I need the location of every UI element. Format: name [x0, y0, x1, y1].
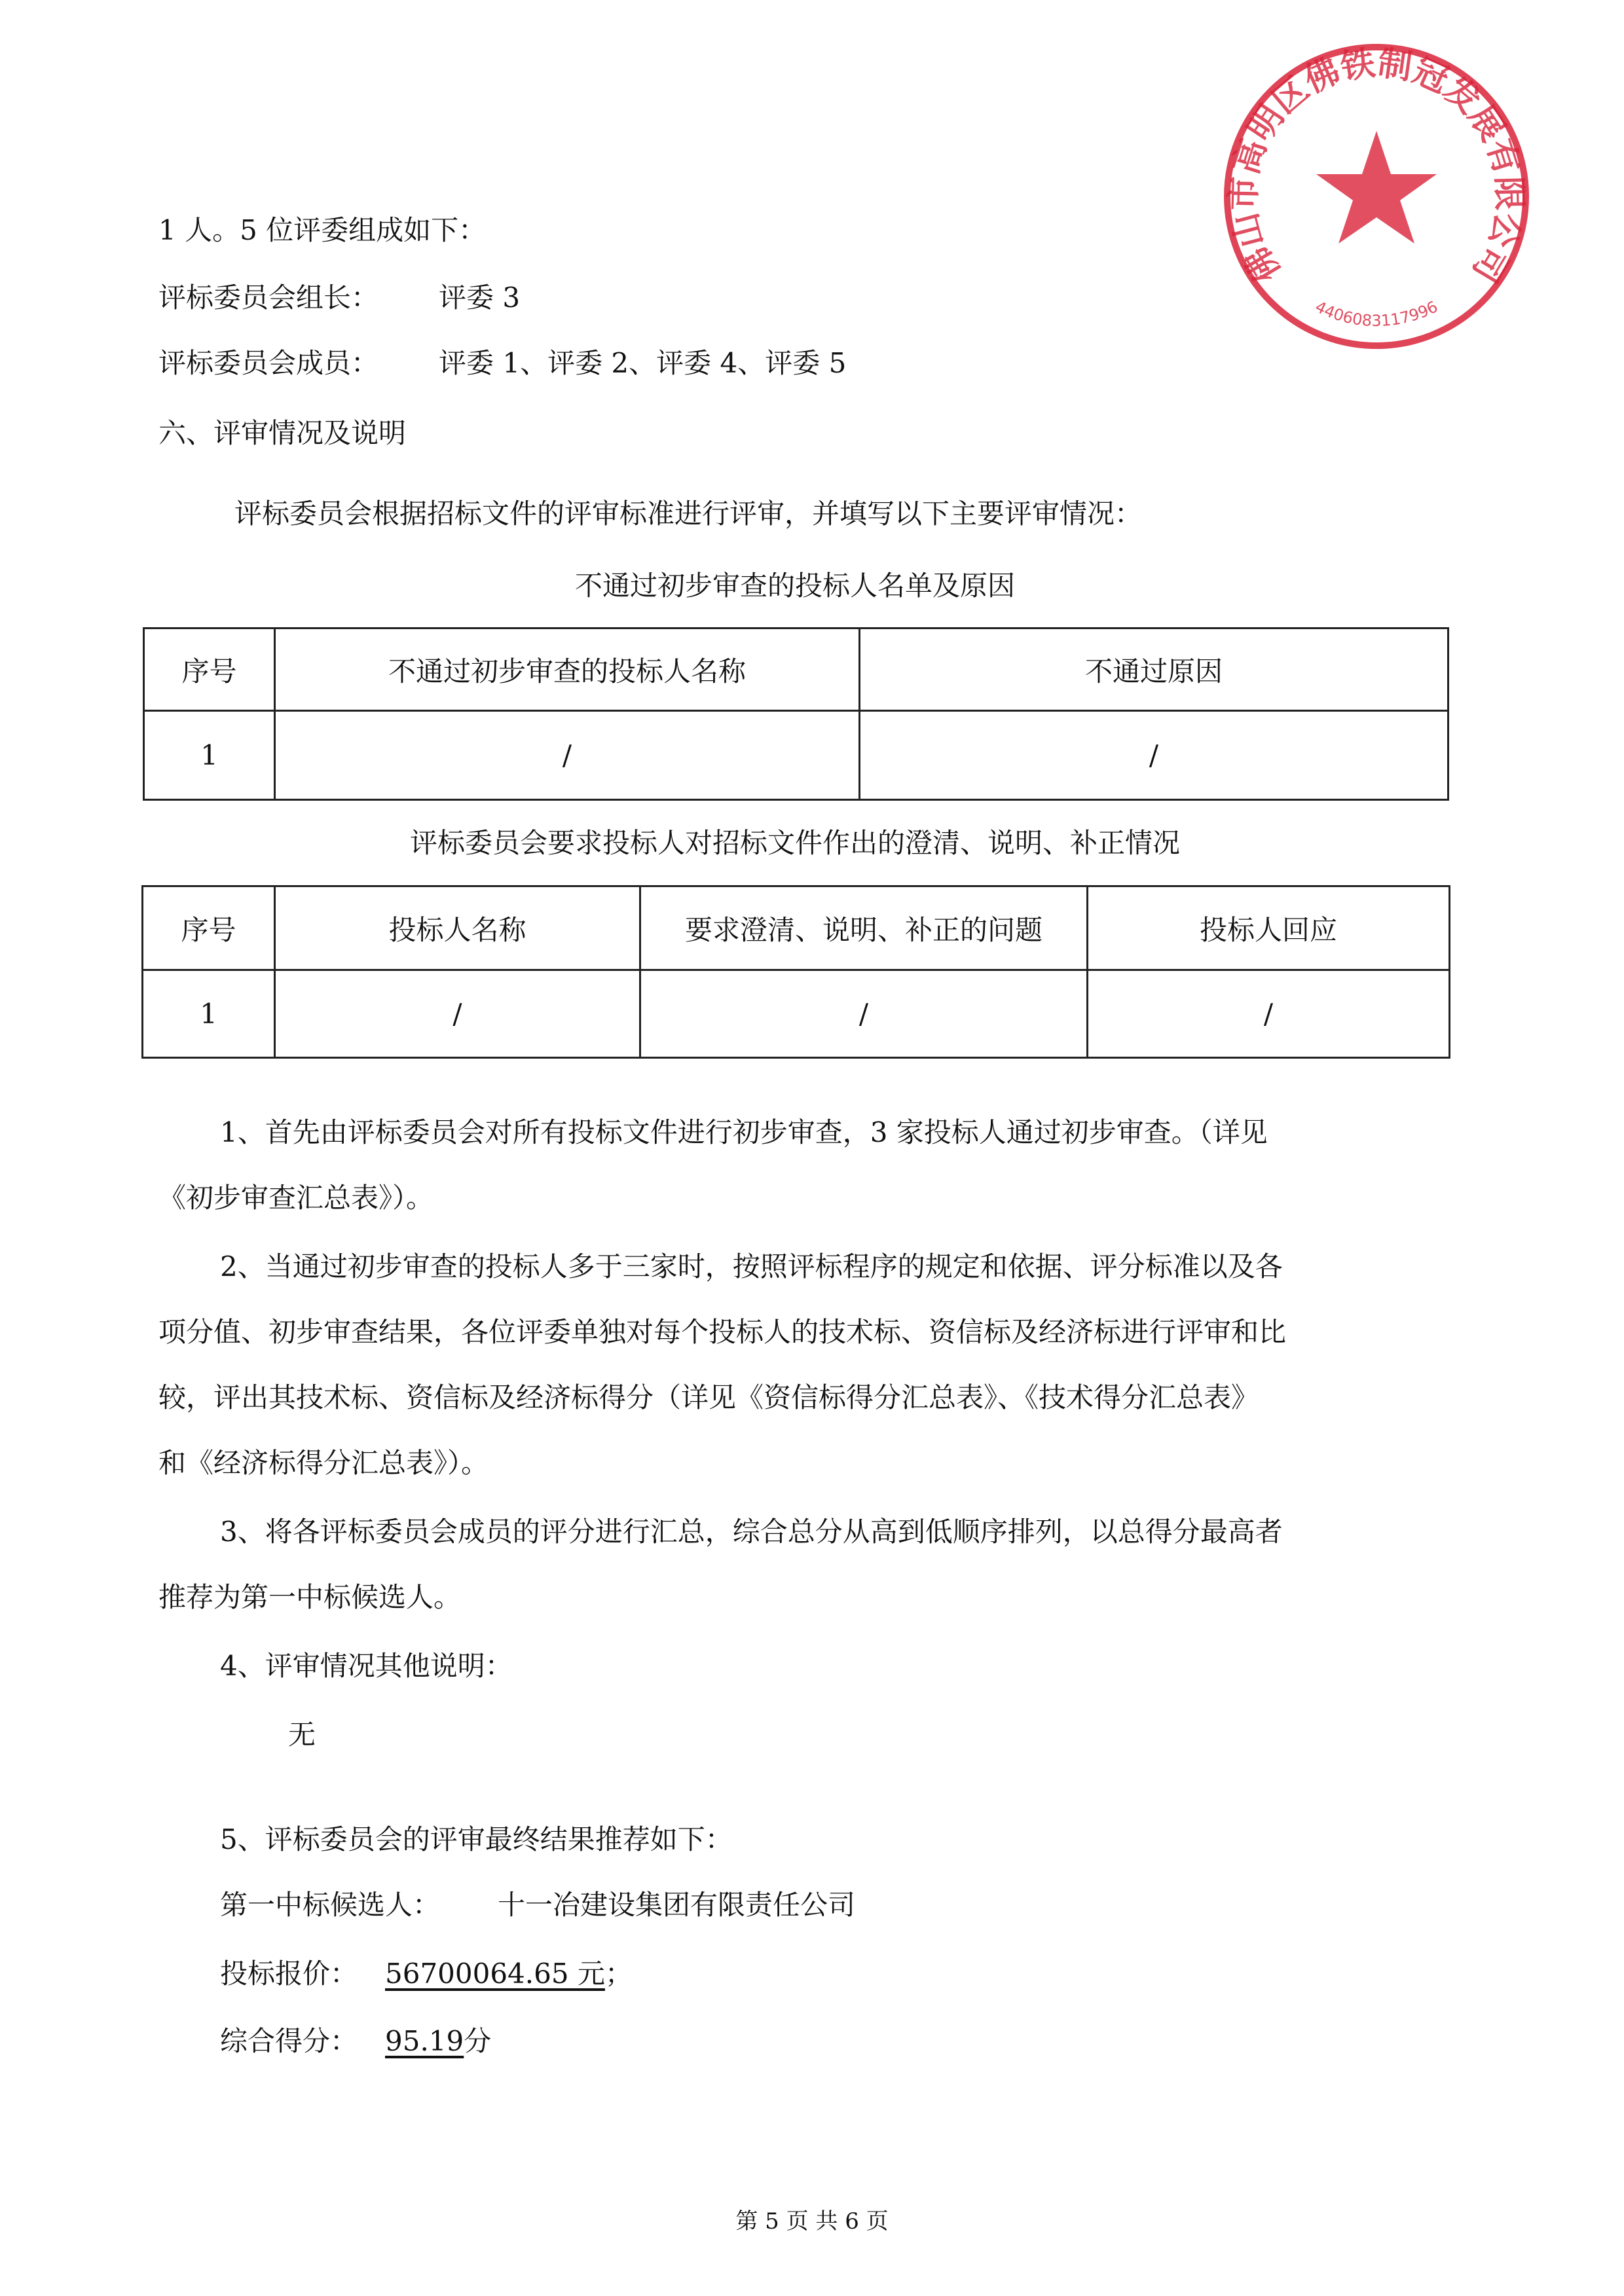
section6-intro: 评标委员会根据招标文件的评审标准进行评审，并填写以下主要评审情况：	[234, 498, 1143, 530]
price-value: 56700064.65 元	[385, 1958, 605, 1990]
para1-line1: 1、首先由评标委员会对所有投标文件进行初步审查，3 家投标人通过初步审查。（详见	[220, 1116, 1268, 1148]
para1-line2: 《初步审查汇总表》）。	[158, 1182, 434, 1214]
para4-value: 无	[288, 1719, 316, 1751]
score-line	[385, 2022, 491, 2061]
committee-intro: 1 人。5 位评委组成如下：	[158, 214, 487, 246]
score-label: 综合得分：	[220, 2025, 358, 2057]
table2-cell: /	[275, 970, 640, 1058]
para3-line2: 推荐为第一中标候选人。	[158, 1581, 462, 1613]
candidate-label: 第一中标候选人：	[220, 1889, 441, 1921]
score-value: 95.19	[385, 2025, 464, 2057]
page-number: 第 5 页 共 6 页	[735, 2208, 889, 2234]
table1-cell: /	[860, 711, 1449, 800]
company-seal	[1219, 39, 1534, 354]
table-failed-review	[143, 627, 1449, 801]
table2-cell: /	[1088, 970, 1450, 1058]
table2-cell: /	[640, 970, 1088, 1058]
table2-header-bidder: 投标人名称	[275, 886, 640, 970]
para5: 5、评标委员会的评审最终结果推荐如下：	[220, 1823, 733, 1855]
para2-line3: 较，评出其技术标、资信标及经济标得分（详见《资信标得分汇总表》、《技术得分汇总表》	[158, 1381, 1259, 1413]
price-line	[385, 1954, 633, 1994]
table-row	[144, 711, 1449, 800]
table1-header-reason: 不通过原因	[860, 629, 1449, 711]
price-label: 投标报价：	[220, 1958, 358, 1990]
table-clarifications	[141, 885, 1450, 1059]
table2-header-response: 投标人回应	[1088, 886, 1450, 970]
candidate-value: 十一冶建设集团有限责任公司	[498, 1889, 856, 1921]
section6-heading: 六、评审情况及说明	[158, 417, 407, 449]
table1-header-no: 序号	[144, 629, 275, 711]
svg-text:4406083117996	[1312, 297, 1441, 330]
seal-star-icon	[1316, 131, 1437, 244]
table1-header-name: 不通过初步审查的投标人名称	[275, 629, 860, 711]
para4: 4、评审情况其他说明：	[220, 1650, 513, 1682]
leader-value: 评委 3	[439, 282, 521, 314]
score-unit: 分	[464, 2025, 492, 2057]
table1-cell: 1	[144, 711, 275, 800]
table-row	[143, 970, 1450, 1058]
table1-cell: /	[275, 711, 860, 800]
members-label: 评标委员会成员：	[158, 347, 379, 379]
table2-header-no: 序号	[143, 886, 275, 970]
members-value: 评委 1、评委 2、评委 4、评委 5	[439, 347, 847, 379]
price-suffix: ；	[604, 1958, 633, 1990]
table2-title: 评标委员会要求投标人对招标文件作出的澄清、说明、补正情况	[409, 827, 1180, 859]
seal-text: 佛山市高明区佛铁制冠发展有限公司	[1224, 43, 1529, 289]
para2-line4: 和《经济标得分汇总表》）。	[158, 1447, 489, 1479]
para2-line1: 2、当通过初步审查的投标人多于三家时，按照评标程序的规定和依据、评分标准以及各	[220, 1250, 1283, 1283]
para2-line2: 项分值、初步审查结果，各位评委单独对每个投标人的技术标、资信标及经济标进行评审和比	[158, 1316, 1287, 1348]
leader-label: 评标委员会组长：	[158, 282, 379, 314]
table1-title: 不通过初步审查的投标人名单及原因	[574, 570, 1015, 602]
table2-cell: 1	[143, 970, 275, 1058]
table2-header-question: 要求澄清、说明、补正的问题	[640, 886, 1088, 970]
para3-line1: 3、将各评标委员会成员的评分进行汇总，综合总分从高到低顺序排列，以总得分最高者	[220, 1516, 1283, 1548]
seal-number: 4406083117996	[1312, 297, 1441, 331]
